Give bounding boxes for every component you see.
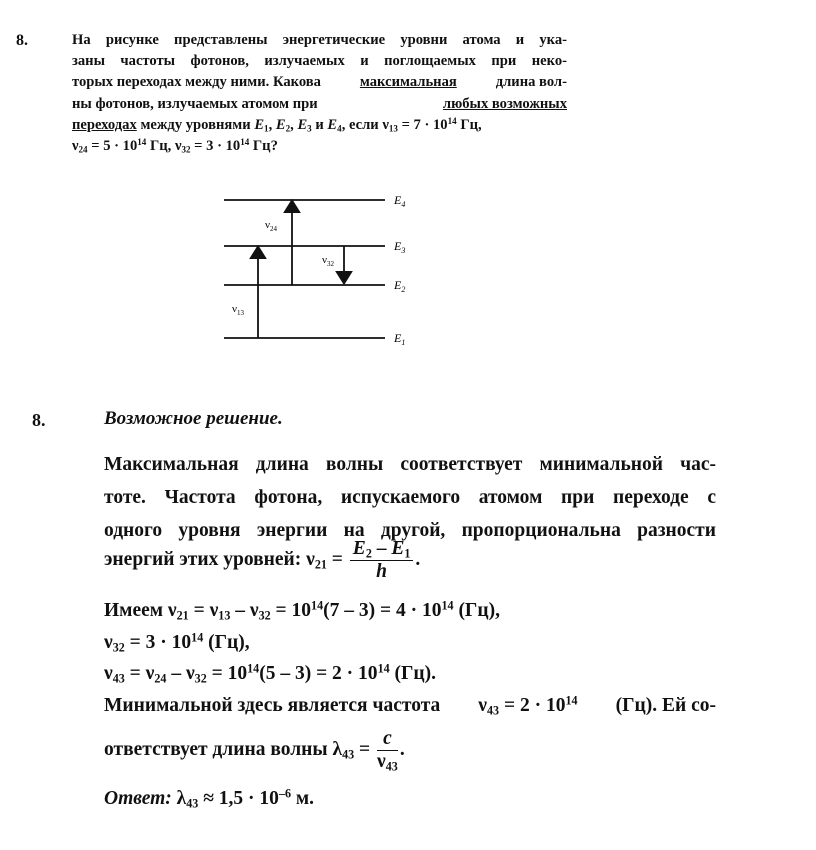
- wavelength-fraction: $\frac{c}{\nu_{43}}$: [377, 728, 398, 774]
- problem-line-5: переходах между уровнями $E_1$, $E_2$, $E_3$ и $E_4$, если $\nu_{13} = 7 \cdot 10^{14}$ Гц,: [72, 115, 482, 134]
- problem-line-1: На рисунке представлены энергетические уровни атома и ука-: [72, 32, 567, 48]
- solution-line-1: Максимальная длина волны соответствует минимальной час-: [104, 454, 716, 475]
- solution-line-4: энергий этих уровней: $\nu_{21}$ = $\frac{E_2 - E_1}{h}$ .: [104, 538, 421, 582]
- solution-line-3: одного уровня энергии на другой, пропорциональна разности: [104, 520, 716, 541]
- problem-line-4: ны фотонов, излучаемых атомом при любых возможных: [72, 95, 567, 112]
- label-v24: $\nu_{24}$: [265, 219, 277, 233]
- label-e1: $E_1$: [394, 331, 406, 347]
- solution-min-line: Минимальной здесь является частота $\nu_{43} = 2 \cdot 10^{14}$ (Гц). Ей со-: [104, 693, 716, 718]
- label-e3: $E_3$: [394, 239, 406, 255]
- solution-wavelength-line: ответствует длина волны $\lambda_{43}$ = $\frac{c}{\nu_{43}}$ .: [104, 728, 405, 774]
- problem-text: [72, 30, 567, 157]
- solution-line-2: тоте. Частота фотона, испускаемого атомом при переходе с: [104, 487, 716, 508]
- energy-level-diagram: [210, 188, 420, 348]
- solution-number: 8.: [32, 410, 46, 430]
- label-v13: $\nu_{13}$: [232, 303, 244, 317]
- problem-line-2: заны частоты фотонов, излучаемых и поглощаемых при неко-: [72, 53, 567, 70]
- equation-v21: Имеем $\nu_{21} = \nu_{13} - \nu_{32} = 10^{14}(7 - 3) = 4 \cdot 10^{14}$ (Гц),: [104, 598, 500, 623]
- solution-heading: Возможное решение.: [104, 408, 283, 429]
- label-e4: $E_4$: [394, 193, 406, 209]
- solution-paragraph: [104, 448, 716, 547]
- answer-line: Ответ: $\lambda_{43} \approx 1,5 \cdot 10^{-6}$ м.: [104, 786, 315, 811]
- label-e2: $E_2$: [394, 278, 406, 294]
- problem-line-3: торых переходах между ними. Какова максимальная длина вол-: [72, 74, 567, 91]
- label-v32: $\nu_{32}$: [322, 254, 334, 268]
- energy-fraction: $\frac{E_2 - E_1}{h}$: [350, 538, 414, 583]
- equation-v32: $\nu_{32} = 3 \cdot 10^{14}$ (Гц),: [104, 630, 250, 655]
- problem-line-6: $\nu_{24} = 5 \cdot 10^{14}$ Гц, $\nu_{32} = 3 \cdot 10^{14}$ Гц?: [72, 137, 278, 155]
- problem-number: 8.: [16, 32, 28, 49]
- equation-v43: $\nu_{43} = \nu_{24} - \nu_{32} = 10^{14}(5 - 3) = 2 \cdot 10^{14}$ (Гц).: [104, 661, 437, 686]
